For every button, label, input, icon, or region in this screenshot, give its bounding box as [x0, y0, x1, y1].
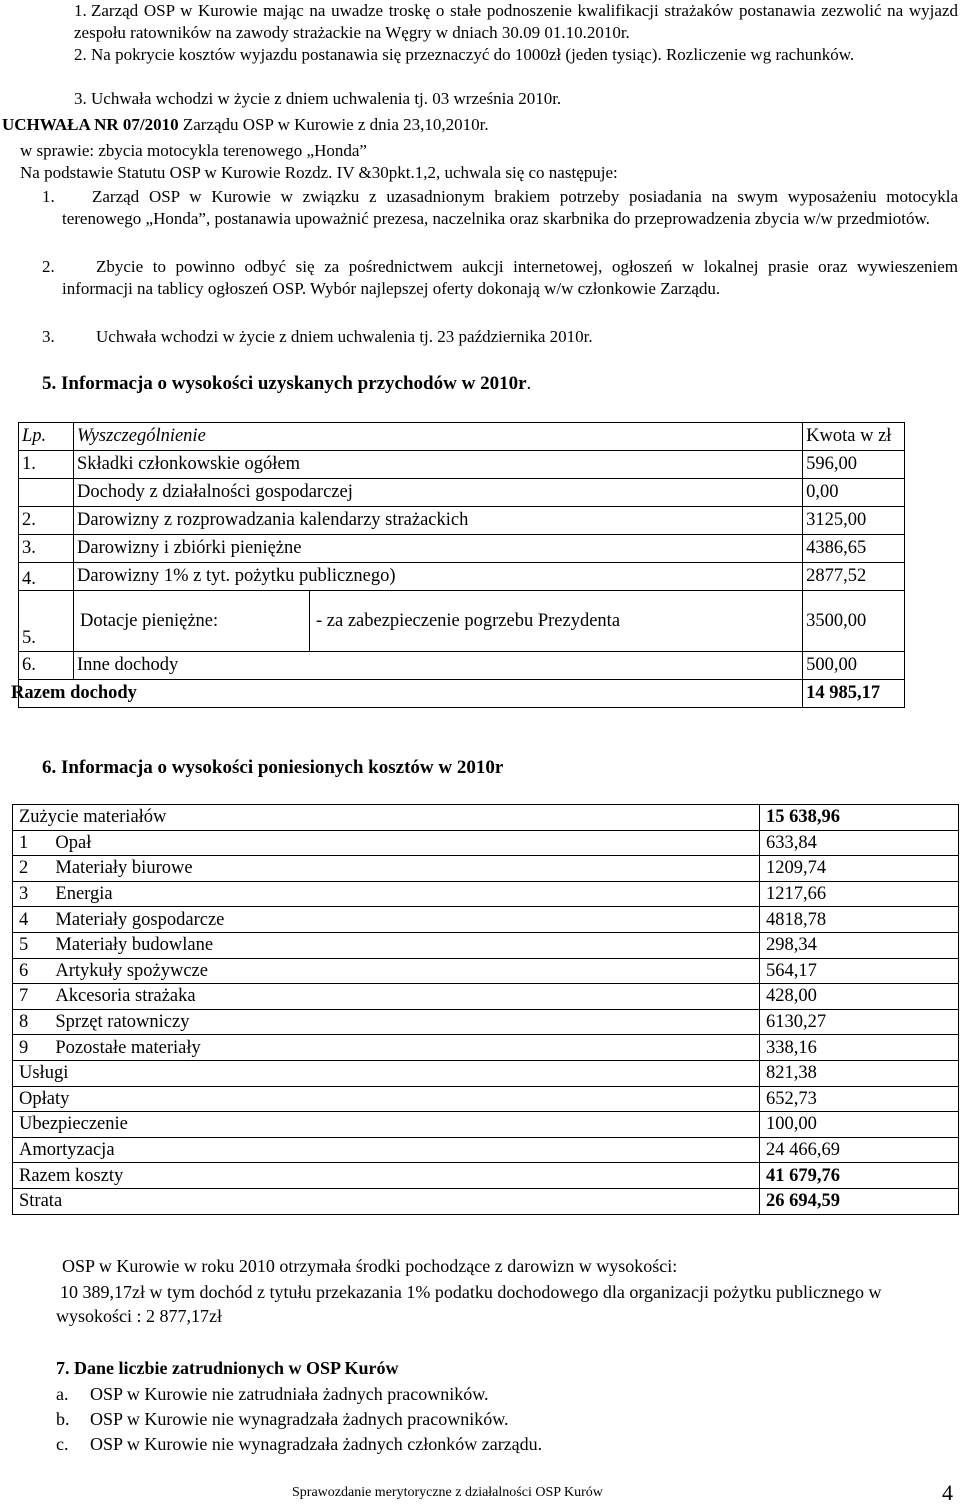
resolution-title: UCHWAŁA NR 07/2010 Zarządu OSP w Kurowie z dnia 23,10,2010r. — [2, 115, 489, 134]
table-total-row: Razem koszty 41 679,76 — [13, 1163, 959, 1189]
table-row: Dochody z działalności gospodarczej 0,00 — [19, 479, 905, 507]
header-desc: Wyszczególnienie — [74, 423, 803, 451]
table-row: 4 Materiały gospodarcze 4818,78 — [13, 907, 959, 933]
section7-heading: 7. Dane liczbie zatrudnionych w OSP Kurów — [56, 1358, 399, 1378]
section6-heading: 6. Informacja o wysokości poniesionych kosztów w 2010r — [42, 757, 504, 778]
costs-table — [12, 804, 959, 1215]
resolution-item-1: 1. Zarząd OSP w Kurowie w związku z uzasadnionym brakiem potrzeby posiadania na swym wyposażeniu motocykla terenowego „Honda”, postanawia upoważnić prezesa, naczelnika oraz skarbnika do przeprowadzenia zbycia w/w przedmiotów. — [42, 187, 958, 228]
resolution-basis: Na podstawie Statutu OSP w Kurowie Rozdz. IV &30pkt.1,2, uchwala się co następuje: — [20, 163, 618, 182]
header-lp: Lp. — [19, 423, 74, 451]
income-table — [11, 422, 905, 708]
section7-item-a: a. OSP w Kurowie nie zatrudniała żadnych pracowników. — [56, 1384, 489, 1404]
table-row: 7 Akcesoria strażaka 428,00 — [13, 984, 959, 1010]
table-row: Usługi 821,38 — [13, 1060, 959, 1086]
table-row: 3. Darowizny i zbiórki pieniężne 4386,65 — [19, 535, 905, 563]
table-row: 6 Artykuły spożywcze 564,17 — [13, 958, 959, 984]
section7-item-c: c. OSP w Kurowie nie wynagradzała żadnych członków zarządu. — [56, 1434, 543, 1454]
top-list-text-3: Uchwała wchodzi w życie z dniem uchwalenia tj. 03 września 2010r. — [91, 89, 562, 108]
resolution-item-2: 2. Zbycie to powinno odbyć się za pośrednictwem aukcji internetowej, ogłoszeń w lokalnej prasie oraz wywieszeniem informacji na tablicy ogłoszeń OSP. Wybór najlepszej oferty dokonają w/w członkowie Zarządu. — [42, 257, 958, 298]
table-total-row: Razem dochody 14 985,17 — [19, 680, 905, 708]
table-header-row — [19, 423, 905, 451]
table-loss-row: Strata 26 694,59 — [13, 1188, 959, 1214]
table-row: 1. Składki członkowskie ogółem 596,00 — [19, 451, 905, 479]
table-row: 5. Dotacje pieniężne: - za zabezpieczenie pogrzebu Prezydenta 3500,00 — [19, 591, 905, 652]
top-list-item-2: 2. Na pokrycie kosztów wyjazdu postanawia się przeznaczyć do 1000zł (jeden tysiąc). Rozliczenie wg rachunków. — [74, 45, 855, 64]
table-row: Ubezpieczenie 100,00 — [13, 1112, 959, 1138]
top-list-item-3: 3. Uchwała wchodzi w życie z dniem uchwalenia tj. 03 września 2010r. — [74, 89, 562, 108]
page-number: 4 — [942, 1480, 953, 1505]
section5-heading: 5. Informacja o wysokości uzyskanych przychodów w 2010r. — [42, 373, 532, 394]
section7-item-b: b. OSP w Kurowie nie wynagradzała żadnych pracowników. — [56, 1409, 509, 1429]
table-row: 2 Materiały biurowe 1209,74 — [13, 856, 959, 882]
top-list-item-1: 1. Zarząd OSP w Kurowie mając na uwadze troskę o stałe podnoszenie kwalifikacji strażaków postanawia zezwolić na wyjazd zespołu ratowników na zawody strażackie na Węgry w dniach 30.09 01.10.2010r. — [74, 1, 958, 42]
table-row: 4. Darowizny 1% z tyt. pożytku publicznego) 2877,52 — [19, 563, 905, 591]
table-row: 9 Pozostałe materiały 338,16 — [13, 1035, 959, 1061]
donations-line-1: OSP w Kurowie w roku 2010 otrzymała środki pochodzące z darowizn w wysokości: — [62, 1256, 678, 1276]
table-row: 6. Inne dochody 500,00 — [19, 652, 905, 680]
header-amount: Kwota w zł — [803, 423, 905, 451]
table-row: Opłaty 652,73 — [13, 1086, 959, 1112]
table-row: 3 Energia 1217,66 — [13, 881, 959, 907]
table-row: 5 Materiały budowlane 298,34 — [13, 932, 959, 958]
table-row: 8 Sprzęt ratowniczy 6130,27 — [13, 1009, 959, 1035]
table-row: Amortyzacja 24 466,69 — [13, 1137, 959, 1163]
top-list-text-2: Na pokrycie kosztów wyjazdu postanawia się przeznaczyć do 1000zł (jeden tysiąc). Rozliczenie wg rachunków. — [91, 45, 855, 64]
top-list-text-1: Zarząd OSP w Kurowie mając na uwadze troskę o stałe podnoszenie kwalifikacji strażaków postanawia zezwolić na wyjazd zespołu ratowników na zawody strażackie na Węgry w dniach 30.09 01.10.2010r. — [74, 1, 958, 42]
resolution-subject: w sprawie: zbycia motocykla terenowego „Honda” — [20, 141, 367, 160]
table-row: 2. Darowizny z rozprowadzania kalendarzy strażackich 3125,00 — [19, 507, 905, 535]
resolution-item-3: 3. Uchwała wchodzi w życie z dniem uchwalenia tj. 23 października 2010r. — [42, 327, 593, 346]
donations-line-2: 10 389,17zł w tym dochód z tytułu przekazania 1% podatku dochodowego dla organizacji pożytku publicznego w wysokości : 2 877,17zł — [56, 1282, 882, 1326]
table-row: 1 Opał 633,84 — [13, 830, 959, 856]
table-row: Zużycie materiałów 15 638,96 — [13, 805, 959, 831]
footer-text: Sprawozdanie merytoryczne z działalności OSP Kurów — [292, 1485, 603, 1500]
